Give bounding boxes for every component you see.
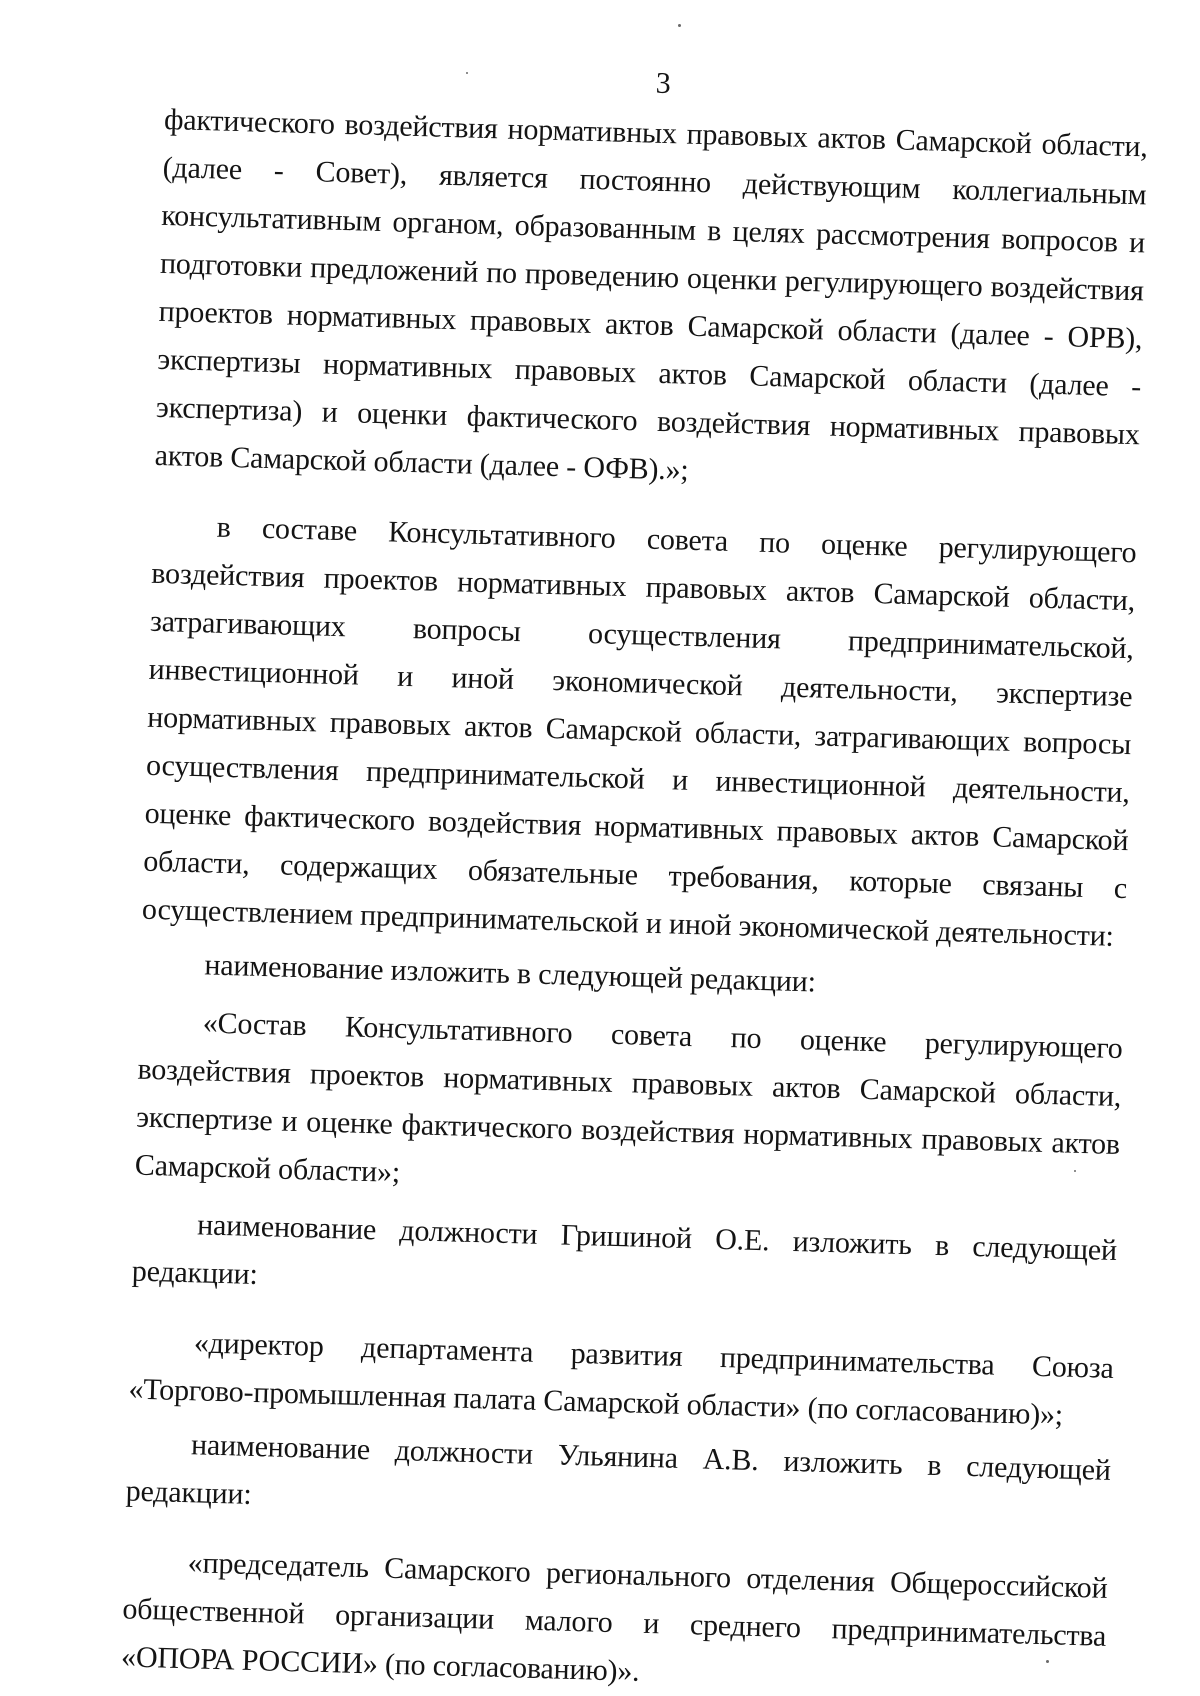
paragraph-grishina-position: «директор департамента развития предпринимательства Союза «Торгово-промышленная палата Самарской области» (по согласованию)»; [128, 1326, 1115, 1432]
page-number: 3 [655, 66, 672, 101]
paragraph-new-title: «Состав Консультативного совета по оценке регулирующего воздействия проектов нормативных правовых актов Самарской области, экспертизе и оценке фактического воздействия нормативных правовых актов Самарской области»; [134, 1006, 1124, 1189]
paragraph-grishina-instruction: наименование должности Гришиной О.Е. изложить в следующей редакции: [131, 1208, 1118, 1292]
paragraph-title-instruction: наименование изложить в следующей редакции: [204, 948, 817, 999]
paragraph-council-composition-intro: в составе Консультативного совета по оценке регулирующего воздействия проектов нормативных правовых актов Самарской области, затрагивающих вопросы осуществления предпринимательской, инвестиционной и иной экономической деятельности, экспертизе нормативных правовых актов Самарской области, затрагивающих вопросы осуществления предпринимательской и инвестиционной деятельности, оценке фактического воздействия нормативных правовых актов Самарской области, содержащих обязательные требования, которые связаны с осуществлением предпринимательской и иной экономической деятельности: [141, 510, 1137, 953]
scan-speck [678, 24, 681, 27]
paragraph-council-definition: фактического воздействия нормативных правовых актов Самарской области, (далее - Совет), является постоянно действующим коллегиальным консультативным органом, образованным в целях рассмотрения вопросов и подготовки предложений по проведению оценки регулирующего воздействия проектов нормативных правовых актов Самарской области (далее - ОРВ), экспертизы нормативных правовых актов Самарской области (далее - экспертиза) и оценки фактического воздействия нормативных правовых актов Самарской области (далее - ОФВ).»; [154, 102, 1149, 487]
paragraph-ulyanin-position: «председатель Самарского регионального отделения Общероссийской общественной организации малого и среднего предпринимательства «ОПОРА РОССИИ» (по согласованию)». [120, 1546, 1108, 1688]
paragraph-ulyanin-instruction: наименование должности Ульянина А.В. изложить в следующей редакции: [125, 1428, 1112, 1511]
document-body [120, 52, 1149, 1696]
